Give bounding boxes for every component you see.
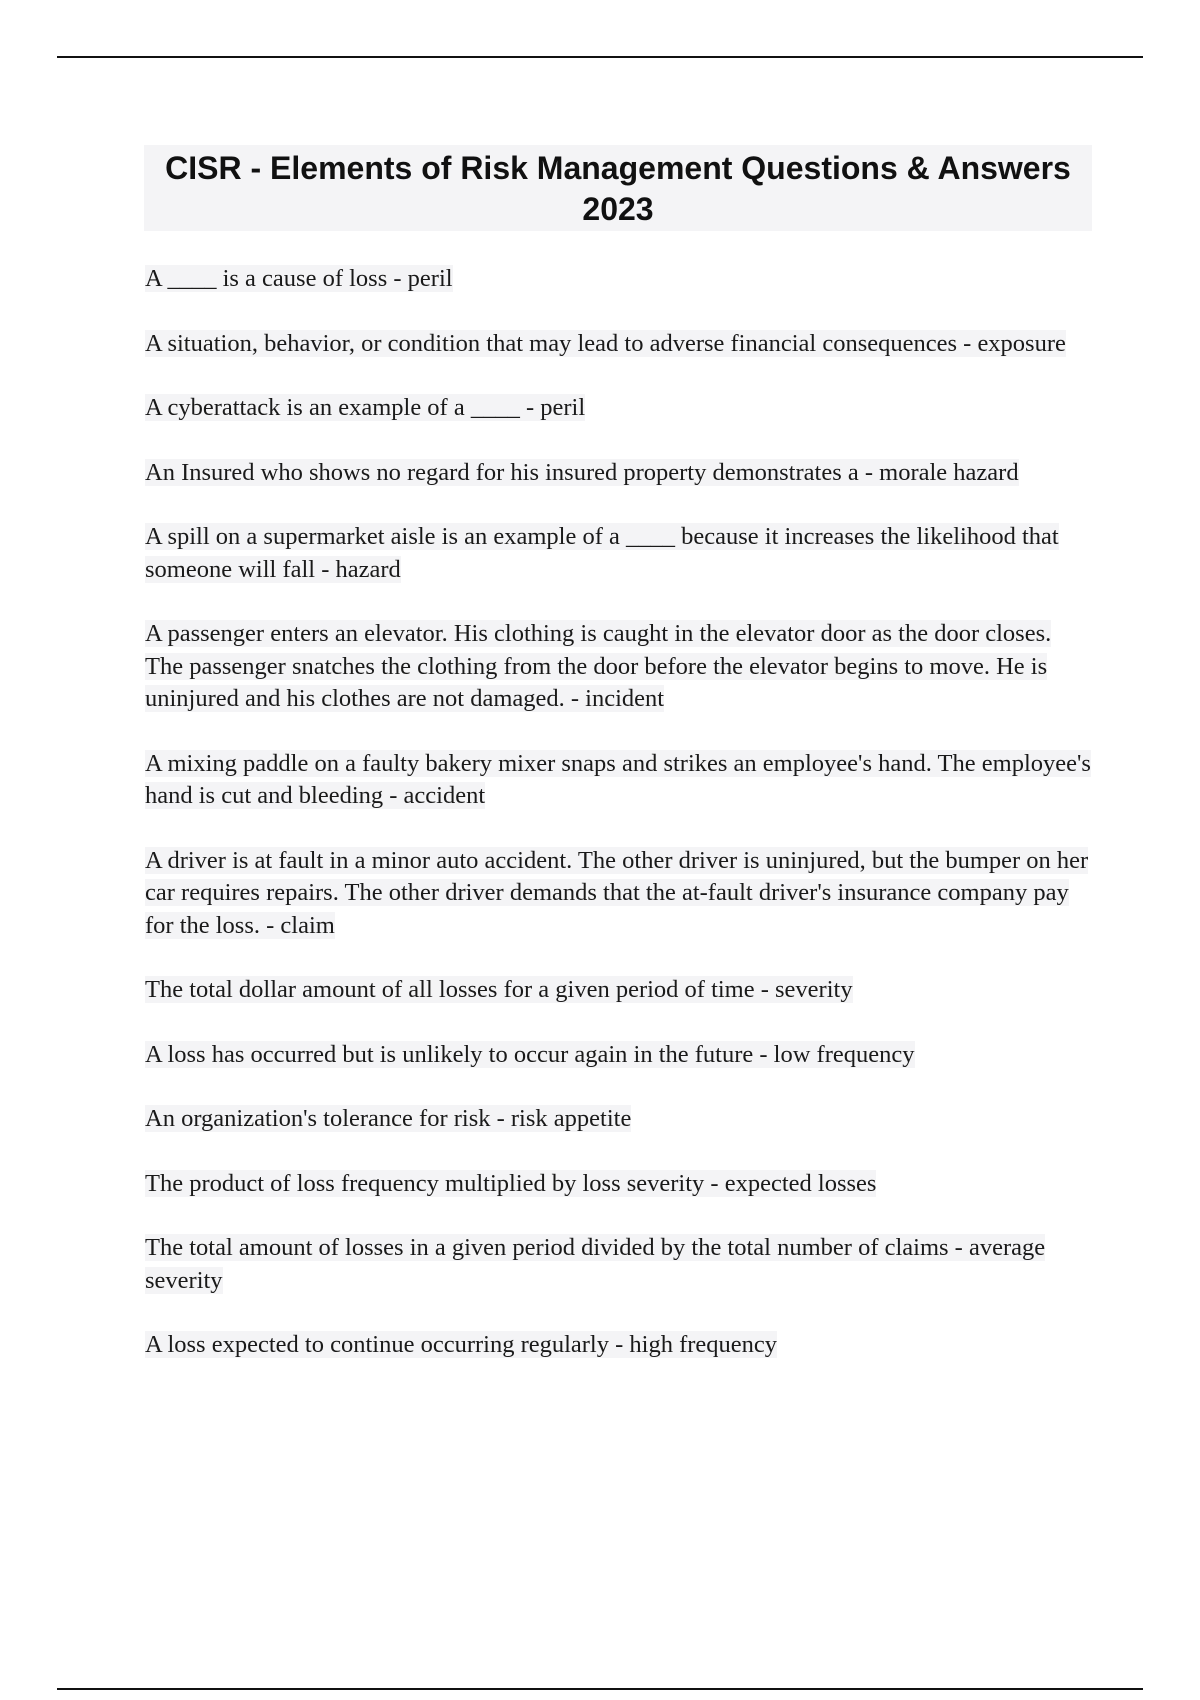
qa-item: [145, 1232, 1095, 1297]
qa-text: A loss has occurred but is unlikely to occur again in the future - low frequency: [145, 1040, 915, 1068]
qa-text: A ____ is a cause of loss - peril: [145, 265, 453, 292]
qa-text: A loss expected to continue occurring regularly - high frequency: [145, 1331, 778, 1358]
qa-item: [145, 328, 1095, 361]
qa-text: A driver is at fault in a minor auto accident. The other driver is uninjured, but the bumper on her car requires repairs. The other driver demands that the at-fault driver's insurance company pay for the loss. - claim: [145, 846, 1089, 939]
qa-text: A mixing paddle on a faulty bakery mixer snaps and strikes an employee's hand. The employee's hand is cut and bleeding - accident: [145, 749, 1091, 809]
bottom-divider: [57, 1688, 1143, 1690]
qa-item: [145, 974, 1095, 1007]
qa-text: The total amount of losses in a given period divided by the total number of claims - average severity: [145, 1234, 1046, 1294]
qa-text: The total dollar amount of all losses for a given period of time - severity: [145, 976, 853, 1003]
qa-item: [145, 1103, 1095, 1136]
qa-item: [145, 748, 1095, 813]
qa-item: [145, 521, 1095, 586]
qa-item: [145, 618, 1095, 716]
qa-item: [145, 1329, 1095, 1362]
qa-list: [145, 263, 1095, 1394]
qa-item: [145, 1039, 1095, 1072]
qa-text: A spill on a supermarket aisle is an example of a ____ because it increases the likelihood that someone will fall - hazard: [145, 523, 1059, 583]
qa-item: [145, 263, 1095, 296]
qa-item: [145, 392, 1095, 425]
qa-item: [145, 845, 1095, 943]
qa-text: An Insured who shows no regard for his insured property demonstrates a - morale hazard: [145, 458, 1019, 486]
top-divider: [57, 56, 1143, 58]
qa-text: A passenger enters an elevator. His clothing is caught in the elevator door as the door closes. The passenger snatches the clothing from the door before the elevator begins to move. He is uninjured and his clothes are not damaged. - incident: [145, 620, 1052, 712]
qa-text: A cyberattack is an example of a ____ - peril: [145, 394, 586, 421]
qa-text: A situation, behavior, or condition that may lead to adverse financial consequences - exposure: [145, 329, 1066, 357]
document-title: CISR - Elements of Risk Management Questions & Answers 2023: [144, 145, 1092, 231]
qa-item: [145, 457, 1095, 490]
qa-text: An organization's tolerance for risk - risk appetite: [145, 1105, 632, 1132]
qa-text: The product of loss frequency multiplied by loss severity - expected losses: [145, 1169, 877, 1197]
qa-item: [145, 1168, 1095, 1201]
